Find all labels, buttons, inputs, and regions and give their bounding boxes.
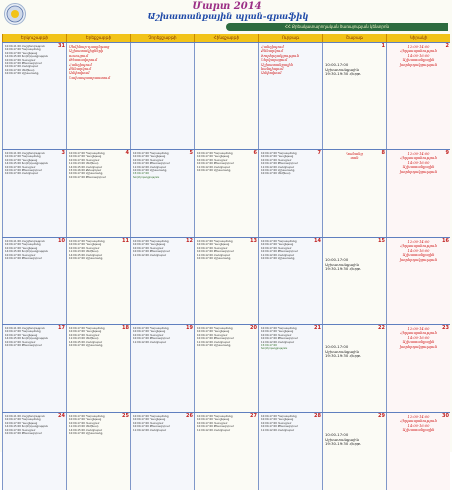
schedule-line: 10:00-17:00 Ուսուցում	[261, 246, 292, 250]
schedule-line: 10:00-17:00 Աշխատանք	[5, 72, 39, 76]
ribbon-text: ՀՀ Քրեակատարողական ծառայության կենտրոն	[284, 24, 390, 29]
schedule-line: 10:00-17:00 Պարապմունք	[197, 152, 233, 155]
schedule-line: 10:00-17:00 Պարապմունք	[133, 152, 169, 155]
day-number: 5	[189, 150, 193, 156]
saturday-line: Աշխատանքային	[325, 349, 359, 354]
schedule-line: 11:00-13:00 Սեմինար	[69, 162, 99, 166]
schedule-line: 10:00-17:00 Դասընթաց	[197, 330, 230, 334]
week-row	[2, 237, 450, 324]
page-title: Աշխատանքային պլան-գրաֆիկ	[147, 12, 309, 22]
day-cell	[66, 150, 130, 237]
highlight-line: խորհրդակցություն	[399, 257, 438, 262]
highlight-line: Հանդիպում	[261, 45, 284, 49]
highlight-line: 12:00-14:00	[407, 240, 430, 244]
highlight-line: Աշխատանքային	[402, 428, 435, 433]
schedule-line: 10:00-17:00 Դասընթաց	[133, 155, 166, 159]
schedule-line: 10:00-17:00 Պարապմունք	[261, 415, 297, 418]
schedule-line: 10:00-17:00 Դասընթաց	[197, 243, 230, 247]
schedule-line: 10:00-17:00 Ուսուցում	[5, 253, 36, 257]
day-number: 29	[378, 413, 385, 419]
highlight-line: Աշխատանքային	[402, 340, 435, 345]
week-row	[2, 324, 450, 412]
schedule-line: 10:00-17:00 Թեստավորում	[197, 425, 234, 429]
highlight-line: Աշխատանքային	[402, 253, 435, 258]
schedule-line: 10:00-17:00 Ուսուցում	[5, 428, 36, 432]
day-cell	[194, 325, 258, 412]
day-number: 23	[442, 325, 449, 331]
day-cell	[130, 150, 194, 237]
highlight-line: Քննարկում	[261, 49, 283, 54]
day-cell	[386, 238, 450, 324]
schedule-line: 11:00-12:00 Հանդիպում	[197, 340, 231, 344]
highlight-line: Ամփոփում	[261, 71, 282, 76]
schedule-line: 10:00-17:00 Սեմինար	[5, 68, 35, 72]
day-number: 14	[314, 238, 321, 244]
schedule-line: 15:00-16:00 Քննարկում	[69, 169, 102, 173]
week-row	[2, 412, 450, 490]
weekday-thu: Հինգշաբթի	[194, 34, 258, 42]
schedule-line: 10:00-17:00 Թեստավորում	[133, 425, 170, 429]
schedule-line: 10:00-17:00 Դասընթաց	[69, 418, 102, 422]
schedule-line: 14:00-15:00 Խորհրդակցություն	[5, 55, 49, 59]
schedule-line: 10:00-17:00 Դասընթաց	[261, 418, 294, 422]
weekday-header	[2, 34, 450, 42]
schedule-line: 10:00-17:00 Պարապմունք	[69, 327, 105, 330]
schedule-line: 10:00-17:00 Ուսուցում	[69, 246, 100, 250]
schedule-line: 10:00-17:00 Պարապմունք	[69, 152, 105, 155]
schedule-line: 10:00-17:00 Պարապմունք	[197, 240, 233, 243]
schedule-line: 10:00-17:00 Թեստավորում	[133, 162, 170, 166]
schedule-line: 11:00-12:00 Հանդիպում	[197, 428, 231, 432]
highlight-line: Նախապատրաստում	[69, 75, 111, 80]
schedule-line: 11:00-12:00 Հանդիպում	[133, 165, 167, 169]
schedule-line: 10:00-17:00 Դասընթաց	[261, 155, 294, 159]
schedule-line: 10:00-17:00 Ուսուցում	[197, 246, 228, 250]
highlight-line: Ամփոփում	[69, 71, 90, 76]
highlight-line: Հանդիպում	[69, 62, 92, 67]
day-cell	[258, 325, 322, 412]
schedule-line: 10:00-17:00 Թեստավորում	[133, 250, 170, 254]
day-cell	[386, 325, 450, 412]
schedule-line: 10:00-17:00 Պարապմունք	[261, 152, 297, 155]
schedule-line: 10:00-17:00 Ուսուցում	[69, 158, 100, 162]
schedule-line: 10:00-17:00 Թեստավորում	[133, 337, 170, 341]
highlight-line: 12:00-14:00	[407, 45, 430, 49]
schedule-line: 10:00-17:00 Ուսուցում	[261, 333, 292, 337]
schedule-line: 10:00-17:00 Ուսուցում	[133, 421, 164, 425]
schedule-line: 10:00-17:00 Պարապմունք	[261, 327, 297, 330]
highlight-line: Խորհրդակցություն	[261, 53, 300, 58]
day-number: 2	[445, 43, 449, 49]
day-number: 3	[61, 150, 65, 156]
schedule-line: 10:00-17:00 Աշխատանք	[69, 257, 103, 261]
schedule-line: 11:00-13:00 Սեմինար	[69, 425, 99, 429]
highlight-line: Սեմինար-դասընթաց	[69, 45, 110, 49]
day-number: 25	[122, 413, 129, 419]
schedule-line: 10:00-17:00 Աշխատանք	[197, 257, 231, 261]
day-cell	[322, 150, 386, 237]
day-number: 21	[314, 325, 321, 331]
day-number: 12	[186, 238, 193, 244]
highlight-line: Աշխատանքային	[261, 62, 293, 67]
schedule-line: 10:00-11:00 Հաշվետվություն	[5, 152, 45, 155]
day-number: 19	[186, 325, 193, 331]
day-cell	[258, 150, 322, 237]
week-row	[2, 42, 450, 149]
saturday-line: 19:30-19:30 Հերթ.	[325, 354, 362, 359]
day-number: 6	[253, 150, 257, 156]
schedule-line: 14:00-15:00 Հանդիպում	[69, 428, 103, 432]
schedule-line: 10:00-17:00 Պարապմունք	[197, 415, 233, 418]
weekday-fri: Ուրբաթ	[258, 34, 322, 42]
day-cell	[258, 238, 322, 324]
highlight-line: 14:00-16:00	[407, 160, 430, 165]
highlight-line: Աշխատանքային	[402, 165, 435, 170]
saturday-line: 10:00-17:00	[325, 63, 349, 67]
day-number: 1	[381, 43, 385, 49]
saturday-line: 19:30-19:30 Հերթ.	[325, 442, 362, 447]
highlight-line: Հերթապահություն	[400, 156, 437, 161]
emblem-icon	[4, 3, 26, 25]
highlight-line: 12:00-14:00	[407, 415, 430, 419]
schedule-line: 10:00-17:00 Ուսուցում	[133, 246, 164, 250]
schedule-line: 10:00-17:00 Ուսուցում	[133, 158, 164, 162]
highlight-line: 14:00-16:00	[407, 248, 430, 253]
schedule-line: 10:00-17:00 Թեստավորում	[197, 250, 234, 254]
weekday-sun: Կիրակի	[386, 34, 450, 42]
day-cell	[130, 325, 194, 412]
subtitle-ribbon	[226, 23, 448, 31]
schedule-line: 10:00-17:00 Դասընթաց	[69, 243, 102, 247]
schedule-line: 10:00-17:00 Ուսուցում	[5, 340, 36, 344]
schedule-line: 11:00-12:00 Հանդիպում	[133, 253, 167, 257]
weekday-tue: Երեքշաբթի	[66, 34, 130, 42]
schedule-line: 10:00-17:00 Թեստավորում	[261, 425, 298, 429]
day-number: 31	[58, 43, 65, 49]
highlight-line: 12:00-14:00	[407, 327, 430, 331]
day-number: 30	[442, 413, 449, 419]
schedule-line: 10:00-17:00 Դասընթաց	[5, 51, 38, 55]
schedule-line: 10:00-17:00 Հանդիպում	[5, 172, 39, 176]
schedule-line: 10:00-17:00 Թեստավորում	[261, 337, 298, 341]
schedule-line: 10:00-17:00 Պարապմունք	[5, 155, 41, 159]
schedule-line: 14:00-15:00 Խորհրդակցություն	[5, 425, 49, 429]
highlight-line: 12:00-14:00	[407, 152, 430, 156]
day-cell	[386, 43, 450, 149]
schedule-line: 10:00-17:00 Ուսուցում	[69, 421, 100, 425]
schedule-line: 10:00-17:00 Դասընթաց	[5, 246, 38, 250]
day-number: 11	[122, 238, 129, 244]
schedule-line: 10:00-17:00 Պարապմունք	[133, 240, 169, 243]
schedule-line: 10:00-17:00 Դասընթաց	[5, 421, 38, 425]
weekday-sat: Շաբաթ	[322, 34, 386, 42]
day-cell	[194, 43, 258, 149]
weeks-container	[2, 42, 450, 490]
day-number: 7	[317, 150, 321, 156]
schedule-line: 11:00-12:00 Հանդիպում	[197, 165, 231, 169]
day-cell	[2, 238, 66, 324]
day-cell	[386, 150, 450, 237]
day-number: 22	[378, 325, 385, 331]
schedule-line: 10:00-17:00 Թեստավորում	[197, 162, 234, 166]
schedule-line: 14:00-15:00 Խորհրդակցություն	[5, 250, 49, 254]
note-line: 15:00-17:00	[261, 344, 277, 348]
schedule-line: 10:00-17:00 Թեստավորում	[261, 250, 298, 254]
day-cell	[258, 43, 322, 149]
schedule-line: 10:00-17:00 Պարապմունք	[197, 327, 233, 330]
schedule-line: 10:00-17:00 Թեստավորում	[5, 344, 42, 348]
day-number: 17	[58, 325, 65, 331]
day-cell	[2, 150, 66, 237]
schedule-line: 10:00-17:00 Դասընթաց	[69, 155, 102, 159]
day-cell	[322, 238, 386, 324]
day-number: 8	[381, 150, 385, 156]
highlight-line: Հերթապահություն	[400, 331, 437, 336]
day-number: 26	[186, 413, 193, 419]
day-number: 24	[58, 413, 65, 419]
schedule-line: 10:00-17:00 Հանդիպում	[5, 65, 39, 69]
schedule-line: 10:00-17:00 Ուսուցում	[197, 158, 228, 162]
schedule-line: 10:00-17:00 Ուսուցում	[261, 421, 292, 425]
day-number: 9	[445, 150, 449, 156]
schedule-line: 10:00-17:00 Ուսուցում	[197, 421, 228, 425]
schedule-line: 10:00-17:00 Պարապմունք	[5, 418, 41, 422]
schedule-line: 10:00-17:00 Աշխատանք	[261, 257, 295, 261]
day-cell	[130, 43, 194, 149]
note-line: Խորհրդակցություն	[133, 175, 160, 179]
schedule-line: 10:00-11:00 Հաշվետվություն	[5, 415, 45, 418]
week-row	[2, 149, 450, 237]
schedule-line: 10:00-17:00 Սեմինար	[261, 172, 291, 176]
day-cell	[66, 238, 130, 324]
highlight-line: Հերթապահություն	[400, 244, 437, 249]
schedule-line: 10:00-17:00 Դասընթաց	[133, 330, 166, 334]
schedule-line: 10:00-17:00 Դասընթաց	[69, 330, 102, 334]
schedule-line: 10:00-17:00 Թեստավորում	[261, 162, 298, 166]
saturday-line: Աշխատանքային	[325, 262, 359, 267]
schedule-line: 11:00-12:00 Հանդիպում	[261, 165, 295, 169]
schedule-line: 10:00-17:00 Ուսուցում	[5, 58, 36, 62]
schedule-line: 11:00-13:00 Սեմինար	[69, 250, 99, 254]
schedule-line: 14:00-15:00 Հանդիպում	[69, 253, 103, 257]
saturday-line: 10:00-17:00	[325, 433, 349, 437]
schedule-line: 10:00-17:00 Ուսուցում	[261, 158, 292, 162]
schedule-line: 10:00-17:00 Թեստավորում	[69, 175, 106, 179]
note-line: 15:00-17:00	[133, 172, 149, 176]
schedule-line: 10:00-17:00 Ուսուցում	[197, 333, 228, 337]
highlight-line: Հերթապահություն	[400, 49, 437, 54]
day-number: 10	[58, 238, 65, 244]
day-number: 15	[378, 238, 385, 244]
highlight-line: խորհրդակցություն	[399, 62, 438, 67]
day-cell	[2, 325, 66, 412]
saturday-line: 10:00-17:00	[325, 345, 349, 349]
schedule-line: 10:00-17:00 Թեստավորում	[5, 257, 42, 261]
day-cell	[2, 43, 66, 149]
schedule-line: 10:00-17:00 Ուսուցում	[133, 333, 164, 337]
day-cell	[66, 43, 130, 149]
schedule-line: 10:00-17:00 Դասընթաց	[197, 155, 230, 159]
schedule-line: 10:00-17:00 Դասընթաց	[133, 418, 166, 422]
schedule-line: 10:00-11:00 Հաշվետվություն	[5, 240, 45, 243]
schedule-line: 10:00-17:00 Դասընթաց	[261, 243, 294, 247]
schedule-line: 10:00-17:00 Աշխատանք	[133, 169, 167, 173]
schedule-line: 10:00-17:00 Դասընթաց	[261, 330, 294, 334]
schedule-line: 10:00-17:00 Պարապմունք	[5, 243, 41, 247]
schedule-line: 10:00-17:00 Պարապմունք	[261, 240, 297, 243]
highlight-line: Աշխատանքային	[402, 58, 435, 63]
weekday-mon: Երկուշաբթի	[2, 34, 66, 42]
day-cell	[66, 325, 130, 412]
schedule-line: 10:00-17:00 Աշխատանք	[69, 172, 103, 176]
day-number: 16	[442, 238, 449, 244]
schedule-line: 10:00-17:00 Դասընթաց	[5, 333, 38, 337]
schedule-line: 10:00-17:00 Թեստավորում	[197, 337, 234, 341]
schedule-line: 10:00-17:00 Թեստավորում	[5, 432, 42, 436]
highlight-line: Թեստավորում	[69, 58, 98, 63]
schedule-line: 10:00-17:00 Դասընթաց	[5, 158, 38, 162]
schedule-line: 10:00-11:00 Հաշվետվություն	[5, 327, 45, 330]
schedule-line: 11:00-12:00 Հանդիպում	[133, 428, 167, 432]
saturday-line: 10:00-17:00	[325, 258, 349, 262]
schedule-line: 10:00-17:00 Դասընթաց	[133, 243, 166, 247]
highlight-line: Հերթապահություն	[400, 419, 437, 424]
day-cell	[194, 150, 258, 237]
schedule-line: 10:00-17:00 Պարապմունք	[69, 415, 105, 418]
saturday-line: Աշխատանքային	[325, 437, 359, 442]
day-cell	[194, 238, 258, 324]
day-number: 27	[250, 413, 257, 419]
schedule-line: 10:00-17:00 Ուսուցում	[5, 165, 36, 169]
schedule-line: 10:00-17:00 Պարապմունք	[5, 330, 41, 334]
schedule-line: 10:00-17:00 Պարապմունք	[69, 240, 105, 243]
schedule-line: 10:00-17:00 Պարապմունք	[133, 415, 169, 418]
schedule-line: 11:00-12:00 Հանդիպում	[133, 340, 167, 344]
highlight-line: Կանանց	[346, 152, 363, 156]
highlight-line: խորհրդակցություն	[399, 344, 438, 349]
highlight-line: տոն	[350, 156, 359, 161]
day-cell	[322, 43, 386, 149]
saturday-line: 19:30-19:30 Հերթ.	[325, 267, 362, 272]
schedule-line: 14:00-15:00 Խորհրդակցություն	[5, 337, 49, 341]
highlight-line: 14:00-16:00	[407, 335, 430, 340]
schedule-line: 10:00-17:00 Ուսուցում	[69, 333, 100, 337]
day-number: 13	[250, 238, 257, 244]
schedule-line: 14:00-15:00 Խորհրդակցություն	[5, 162, 49, 166]
highlight-line: Աշխատակիցների	[69, 49, 104, 54]
schedule-line: 10:00-17:00 Թեստավորում	[5, 169, 42, 173]
saturday-line: Աշխատանքային	[325, 67, 359, 72]
note-line: Խորհրդակցություն	[261, 347, 288, 351]
day-number: 28	[314, 413, 321, 419]
schedule-line: 10:00-17:00 Պարապմունք	[133, 327, 169, 330]
schedule-line: 14:00-15:00 Հանդիպում	[69, 165, 103, 169]
day-number: 20	[250, 325, 257, 331]
schedule-line: 10:00-17:00 Թեստավորում	[5, 62, 42, 66]
schedule-line: 10:00-17:00 Պարապմունք	[5, 48, 41, 52]
month-title: Մարտ 2014	[192, 1, 262, 12]
highlight-line: 14:00-16:00	[407, 53, 430, 58]
schedule-line: 10:00-17:00 Աշխատանք	[261, 169, 295, 173]
schedule-line: 10:00-17:00 Աշխատանք	[197, 169, 231, 173]
day-cell	[322, 325, 386, 412]
highlight-line: 14:00-16:00	[407, 423, 430, 428]
day-cell	[130, 238, 194, 324]
schedule-line: 14:00-15:00 Հանդիպում	[69, 340, 103, 344]
highlight-line: ուսուցում	[69, 53, 89, 58]
schedule-line: 11:00-13:00 Սեմինար	[69, 337, 99, 341]
schedule-line: 11:00-12:00 Հանդիպում	[261, 253, 295, 257]
schedule-line: 10:00-17:00 Դասընթաց	[197, 418, 230, 422]
schedule-line: 10:00-17:00 Աշխատանք	[197, 344, 231, 348]
weekday-wed: Չորեքշաբթի	[130, 34, 194, 42]
day-number: 18	[122, 325, 129, 331]
schedule-line: 11:00-12:00 Հանդիպում	[197, 253, 231, 257]
schedule-line: 11:00-12:00 Հանդիպում	[261, 428, 295, 432]
highlight-line: Ներկայացում	[261, 58, 288, 63]
saturday-line: 19:30-19:30 Հերթ.	[325, 72, 362, 77]
highlight-line: խորհրդակցություն	[399, 169, 438, 174]
schedule-line: 11:00-12:00 Հանդիպում	[261, 340, 295, 344]
schedule-line: 10:00-17:00 Աշխատանք	[69, 432, 103, 436]
highlight-line: հանդիպում	[261, 67, 284, 72]
schedule-line: 10:00-11:00 Հաշվետվություն	[5, 45, 45, 48]
calendar-grid	[2, 34, 450, 490]
day-number: 4	[125, 150, 129, 156]
schedule-line: 10:00-17:00 Աշխատանք	[69, 344, 103, 348]
highlight-line: Քննարկում	[69, 67, 91, 72]
